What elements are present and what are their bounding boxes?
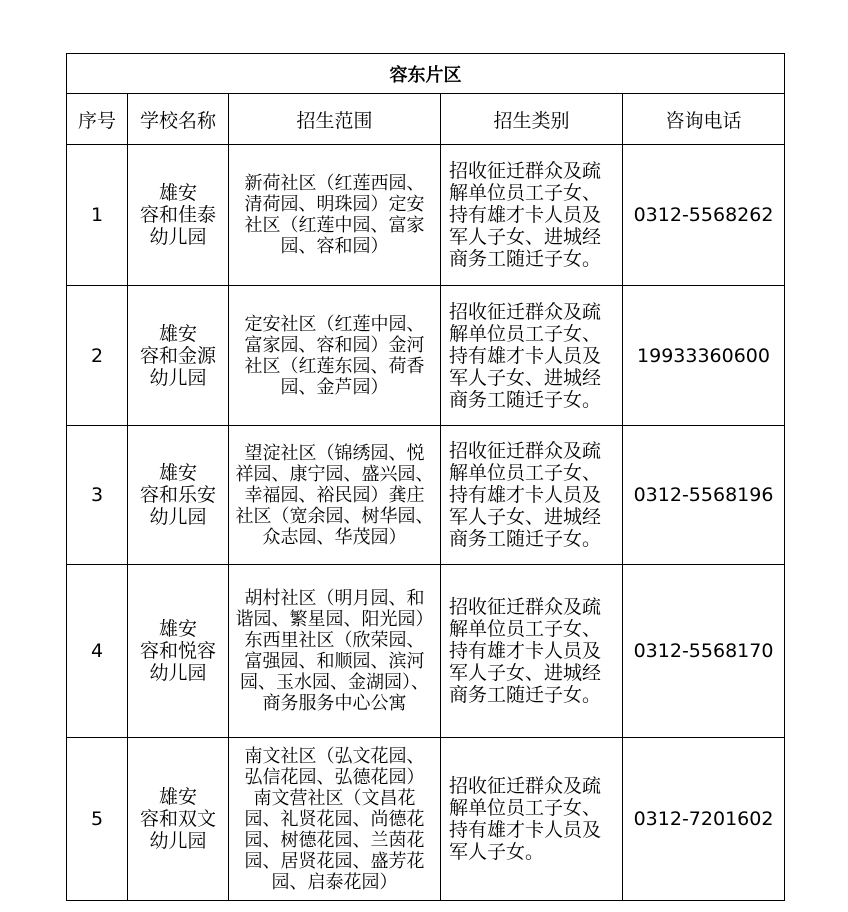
school-name: 雄安 容和金源 幼儿园 bbox=[128, 286, 229, 426]
phone-number: 0312-5568262 bbox=[623, 145, 785, 286]
table-row bbox=[67, 426, 785, 565]
row-index: 4 bbox=[67, 565, 128, 738]
school-name: 雄安 容和悦容 幼儿园 bbox=[128, 565, 229, 738]
enrollment-scope: 胡村社区（明月园、和 谐园、繁星园、阳光园） 东西里社区（欣荣园、 富强园、和顺园、滨河 园、玉水园、金湖园）、 商务服务中心公寓 bbox=[229, 565, 441, 738]
row-index: 2 bbox=[67, 286, 128, 426]
header-row bbox=[67, 94, 785, 145]
enrollment-type: 招收征迁群众及疏 解单位员工子女、 持有雄才卡人员及 军人子女。 bbox=[441, 738, 623, 901]
header-phone: 咨询电话 bbox=[623, 94, 785, 145]
header-scope: 招生范围 bbox=[229, 94, 441, 145]
enrollment-type: 招收征迁群众及疏 解单位员工子女、 持有雄才卡人员及 军人子女、进城经 商务工随迁子女。 bbox=[441, 565, 623, 738]
school-name: 雄安 容和乐安 幼儿园 bbox=[128, 426, 229, 565]
enrollment-scope: 望淀社区（锦绣园、悦 祥园、康宁园、盛兴园、 幸福园、裕民园）龚庄 社区（宽余园、树华园、 众志园、华茂园） bbox=[229, 426, 441, 565]
enrollment-type: 招收征迁群众及疏 解单位员工子女、 持有雄才卡人员及 军人子女、进城经 商务工随迁子女。 bbox=[441, 145, 623, 286]
row-index: 3 bbox=[67, 426, 128, 565]
enrollment-type: 招收征迁群众及疏 解单位员工子女、 持有雄才卡人员及 军人子女、进城经 商务工随迁子女。 bbox=[441, 286, 623, 426]
table-title: 容东片区 bbox=[67, 54, 785, 94]
school-name: 雄安 容和佳泰 幼儿园 bbox=[128, 145, 229, 286]
table-row bbox=[67, 738, 785, 901]
phone-number: 0312-5568196 bbox=[623, 426, 785, 565]
table-row bbox=[67, 565, 785, 738]
enrollment-scope: 新荷社区（红莲西园、 清荷园、明珠园）定安 社区（红莲中园、富家 园、容和园） bbox=[229, 145, 441, 286]
header-type: 招生类别 bbox=[441, 94, 623, 145]
school-name: 雄安 容和双文 幼儿园 bbox=[128, 738, 229, 901]
enrollment-scope: 定安社区（红莲中园、 富家园、容和园）金河 社区（红莲东园、荷香 园、金芦园） bbox=[229, 286, 441, 426]
phone-number: 0312-5568170 bbox=[623, 565, 785, 738]
row-index: 5 bbox=[67, 738, 128, 901]
row-index: 1 bbox=[67, 145, 128, 286]
table-row bbox=[67, 286, 785, 426]
enrollment-type: 招收征迁群众及疏 解单位员工子女、 持有雄才卡人员及 军人子女、进城经 商务工随迁子女。 bbox=[441, 426, 623, 565]
header-index: 序号 bbox=[67, 94, 128, 145]
phone-number: 19933360600 bbox=[623, 286, 785, 426]
table-row bbox=[67, 145, 785, 286]
enrollment-scope: 南文社区（弘文花园、 弘信花园、弘德花园） 南文营社区（文昌花 园、礼贤花园、尚德花 园、树德花园、兰茵花 园、居贤花园、盛芳花 园、启泰花园） bbox=[229, 738, 441, 901]
header-school: 学校名称 bbox=[128, 94, 229, 145]
phone-number: 0312-7201602 bbox=[623, 738, 785, 901]
enrollment-table bbox=[66, 53, 785, 901]
